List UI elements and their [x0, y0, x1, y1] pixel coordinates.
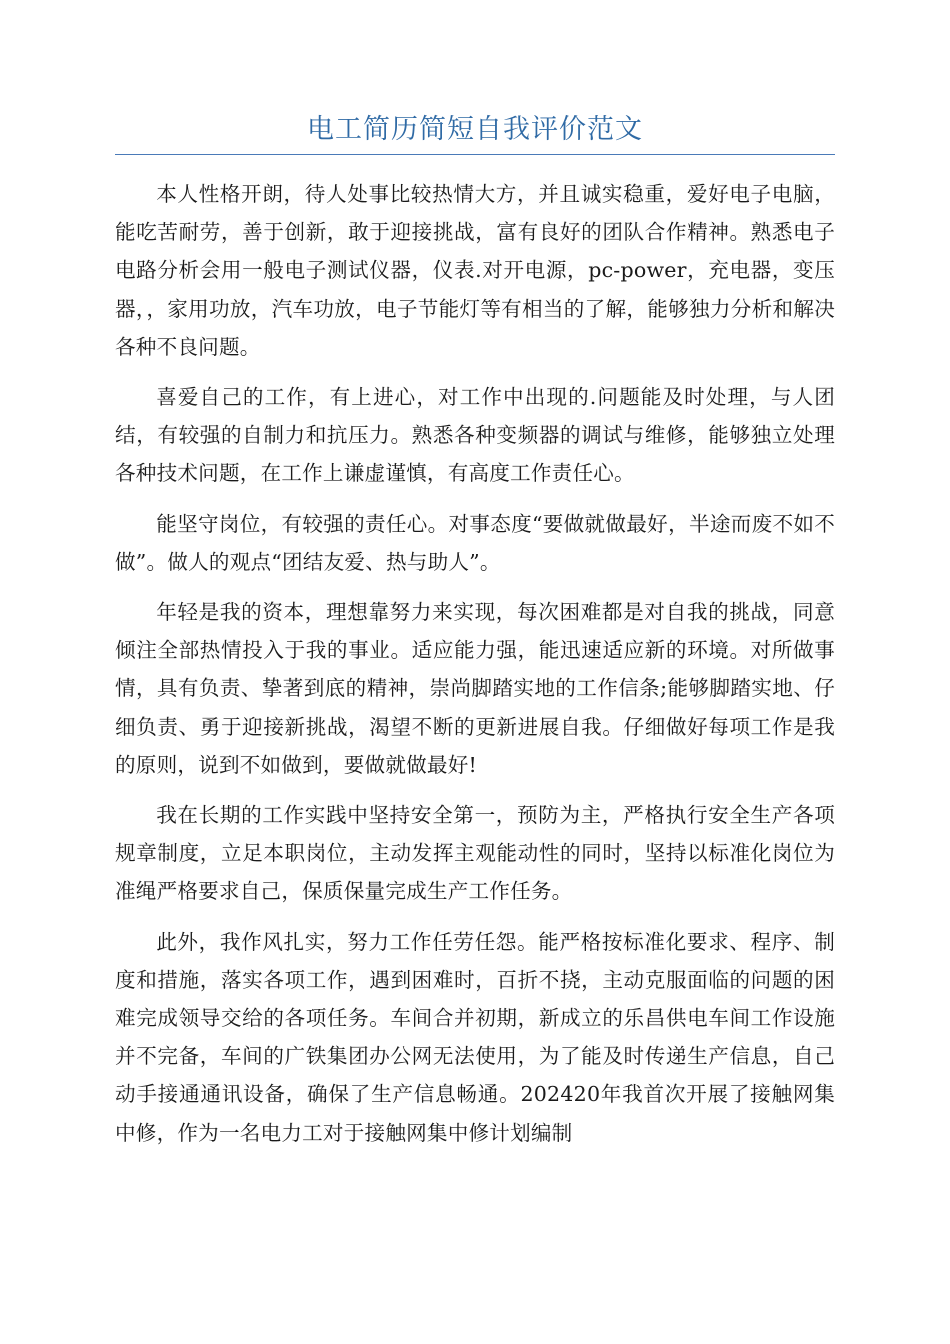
paragraph-2: 喜爱自己的工作，有上进心，对工作中出现的.问题能及时处理，与人团结，有较强的自制力和抗压力。熟悉各种变频器的调试与维修，能够独立处理各种技术问题，在工作上谦虚谨慎，有高度工作责任心。: [115, 385, 835, 486]
paragraph-4: 年轻是我的资本，理想靠努力来实现，每次困难都是对自我的挑战，同意倾注全部热情投入于我的事业。适应能力强，能迅速适应新的环境。对所做事情，具有负责、挚著到底的精神，崇尚脚踏实地的工作信条;能够脚踏实地、仔细负责、勇于迎接新挑战，渴望不断的更新进展自我。仔细做好每项工作是我的原则，说到不如做到，要做就做最好!: [115, 600, 835, 777]
document-title: 电工简历简短自我评价范文: [307, 114, 643, 145]
document-body: [115, 175, 835, 1164]
paragraph-6: 此外，我作风扎实，努力工作任劳任怨。能严格按标准化要求、程序、制度和措施，落实各项工作，遇到困难时，百折不挠，主动克服面临的问题的困难完成领导交给的各项任务。车间合并初期，新成立的乐昌供电车间工作设施并不完备，车间的广铁集团办公网无法使用，为了能及时传递生产信息，自己动手接通通讯设备，确保了生产信息畅通。202420年我首次开展了接触网集中修，作为一名电力工对于接触网集中修计划编制: [115, 929, 835, 1145]
paragraph-5: 我在长期的工作实践中坚持安全第一，预防为主，严格执行安全生产各项规章制度，立足本职岗位，主动发挥主观能动性的同时，坚持以标准化岗位为准绳严格要求自己，保质保量完成生产工作任务。: [115, 803, 835, 904]
paragraph-1: 本人性格开朗，待人处事比较热情大方，并且诚实稳重，爱好电子电脑，能吃苦耐劳，善于创新，敢于迎接挑战，富有良好的团队合作精神。熟悉电子电路分析会用一般电子测试仪器，仪表.对开电源，pc-power，充电器，变压器，，家用功放，汽车功放，电子节能灯等有相当的了解，能够独力分析和解决各种不良问题。: [115, 182, 835, 359]
paragraph-3: 能坚守岗位，有较强的责任心。对事态度“要做就做最好，半途而废不如不做”。做人的观点“团结友爱、热与助人”。: [115, 511, 835, 574]
title-underline: [115, 154, 835, 155]
